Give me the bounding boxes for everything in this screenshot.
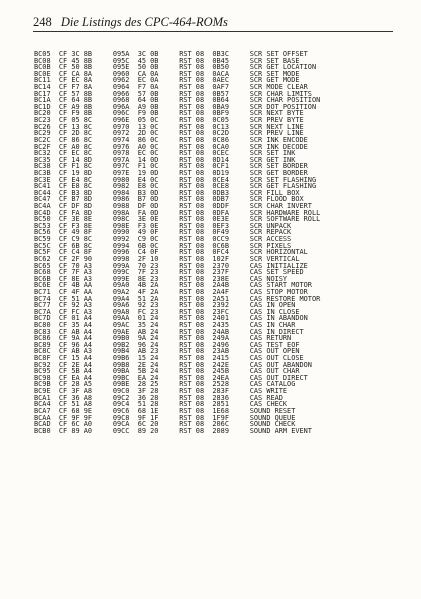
listing-row: BC86 CF 9A A4 09B0 9A 24 RST 08 249A CAS RETURN: [34, 334, 292, 343]
listing-row: BC50 CF 3E 8E 098C 3E 0E RST 08 0E3E SCR SOFTWARE ROLL: [34, 215, 321, 224]
listing-row: BC1A CF 64 8B 0968 64 0B RST 08 0B64 SCR CHAR POSITION: [34, 96, 321, 105]
listing-row: BC56 CF 49 8F 0990 49 0F RST 08 0F49 SCR REPACK: [34, 228, 292, 237]
listing-row: BC71 CF 4F AA 09A2 4F 2A RST 08 2A4F CAS STOP MOTOR: [34, 287, 308, 296]
listing-row: BC11 CF EC 8A 0962 EC 0A RST 08 0AEC SCR GET MODE: [34, 76, 300, 85]
listing-row: BC89 CF 96 A4 09B2 96 24 RST 08 2496 CAS TEST EOF: [34, 340, 300, 349]
page-number: 248: [33, 15, 52, 29]
listing-row: BC14 CF F7 8A 0964 F7 0A RST 08 0AF7 SCR MODE CLEAR: [34, 83, 308, 92]
listing-row: BC9E CF 3F A8 09C0 3F 28 RST 08 283F CAS WRITE: [34, 387, 288, 396]
listing-row: BC3E CF E4 8C 0980 E4 0C RST 08 0CE4 SCR SET FLASHING: [34, 175, 317, 184]
listing-row: BCB0 CF 89 A0 09CC 89 20 RST 08 2089 SOUND ARM EVENT: [34, 426, 312, 435]
listing-row: BC32 CF EC 8C 0978 EC 0C RST 08 0CEC SCR SET INK: [34, 149, 296, 158]
listing-row: BC98 CF EA A4 09BC EA 24 RST 08 24EA CAS OUT DIRECT: [34, 373, 308, 382]
listing-row: BC1D CF A9 8B 096A A9 0B RST 08 0BA9 SCR DOT POSITION: [34, 102, 317, 111]
listing-row: BC5F CF C4 8F 0996 C4 0F RST 08 0FC4 SCR HORIZONTAL: [34, 248, 308, 257]
listing-row: BC20 CF F9 8B 096C F9 0B RST 08 0BF9 SCR NEXT BYTE: [34, 109, 304, 118]
listing-row: BC95 CF 5B A4 09BA 5B 24 RST 08 245B CAS OUT CHAR: [34, 367, 300, 376]
listing-row: BC7A CF FC A3 09A8 FC 23 RST 08 23FC CAS IN CLOSE: [34, 307, 300, 316]
listing-row: BCAA CF 9F 9F 09C8 9F 1F RST 08 1F9F SOUND QUEUE: [34, 413, 296, 422]
listing-row: BC05 CF 3C 8B 095A 3C 0B RST 08 0B3C SCR SET OFFSET: [34, 50, 308, 58]
listing-row: BC2C CF 86 8C 0974 86 0C RST 08 0C86 SCR INK ENCODE: [34, 135, 308, 144]
listing-row: BC59 CF C9 8C 0992 C9 0C RST 08 0CC9 SCR ACCESS: [34, 235, 292, 244]
listing-row: BC74 CF 51 AA 09A4 51 2A RST 08 2A51 CAS RESTORE MOTOR: [34, 294, 321, 303]
listing-row: BC83 CF AB A4 09AE AB 24 RST 08 24AB CAS IN DIRECT: [34, 327, 304, 336]
listing-row: BCA7 CF 68 9E 09C6 68 1E RST 08 1E68 SOUND RESET: [34, 406, 296, 415]
listing-row: BC7D CF 01 A4 09AA 01 24 RST 08 2401 CAS IN ABANDON: [34, 314, 308, 323]
listing-row: BC3B CF 19 8D 097E 19 0D RST 08 0D19 SCR GET BORDER: [34, 168, 308, 177]
listing-row: BC29 CF 2D 8C 0972 2D 0C RST 08 0C2D SCR PREV LINE: [34, 129, 304, 138]
listing-row: BC0E CF CA 8A 0960 CA 0A RST 08 0ACA SCR SET MODE: [34, 69, 300, 78]
listing-row: BC35 CF 14 8D 097A 14 0D RST 08 0D14 SCR GET INK: [34, 155, 296, 164]
listing-row: BC80 CF 35 A4 09AC 35 24 RST 08 2435 CAS IN CHAR: [34, 320, 296, 329]
listing-row: BC8C CF AB A3 09B4 AB 23 RST 08 23AB CAS OUT OPEN: [34, 347, 300, 356]
rom-listing: [34, 51, 320, 434]
listing-row: BC6B CF 8E A3 099E 8E 23 RST 08 238E CAS NOISY: [34, 274, 288, 283]
listing-row: BC4A CF DF 8D 0988 DF 0D RST 08 0DDF SCR CHAR INVERT: [34, 202, 312, 211]
listing-row: BC6E CF 4B AA 09A0 4B 2A RST 08 2A4B CAS START MOTOR: [34, 281, 312, 290]
listing-row: BC4D CF FA 8D 098A FA 0D RST 08 0DFA SCR HARDWARE ROLL: [34, 208, 321, 217]
listing-row: BC44 CF B3 8D 0984 B3 0D RST 08 0DB3 SCR FILL BOX: [34, 188, 300, 197]
listing-row: BC9B CF 28 A5 09BE 28 25 RST 08 2528 CAS CATALOG: [34, 380, 296, 389]
listing-row: BC17 CF 57 8B 0966 57 0B RST 08 0B57 SCR CHAR LIMITS: [34, 89, 312, 98]
listing-row: BC53 CF F3 8E 098E F3 0E RST 08 0EF3 SCR UNPACK: [34, 221, 292, 230]
listing-row: BC41 CF E8 8C 0982 E8 0C RST 08 0CE8 SCR GET FLASHING: [34, 182, 317, 191]
listing-row: BC77 CF 92 A3 09A6 92 23 RST 08 2392 CAS IN OPEN: [34, 301, 296, 310]
listing-row: BC8F CF 15 A4 09B6 15 24 RST 08 2415 CAS OUT CLOSE: [34, 354, 304, 363]
listing-row: BCAD CF 6C A0 09CA 6C 20 RST 08 206C SOUND CHECK: [34, 420, 296, 429]
listing-row: BC26 CF 13 8C 0970 13 0C RST 08 0C13 SCR NEXT LINE: [34, 122, 304, 131]
listing-row: BC5C CF 6B 8C 0994 6B 0C RST 08 0C6B SCR PIXELS: [34, 241, 292, 250]
listing-row: BC68 CF 7F A3 099C 7F 23 RST 08 237F CAS SET SPEED: [34, 268, 304, 277]
listing-row: BC0B CF 50 8B 095E 50 0B RST 08 0B50 SCR GET LOCATION: [34, 63, 317, 72]
listing-row: BC38 CF F1 8C 097C F1 0C RST 08 0CF1 SCR SET BORDER: [34, 162, 308, 171]
listing-row: BC23 CF 05 8C 096E 05 0C RST 08 0C05 SCR PREV BYTE: [34, 116, 304, 125]
listing-row: BCA4 CF 51 A8 09C4 51 28 RST 08 2851 CAS CHECK: [34, 400, 288, 409]
listing-row: BC47 CF B7 8D 0986 B7 0D RST 08 0DB7 SCR FLOOD BOX: [34, 195, 304, 204]
page-header: [33, 15, 393, 32]
listing-row: BC65 CF 70 A3 099A 70 23 RST 08 2370 CAS INITIALIZE: [34, 261, 308, 270]
running-title: Die Listings des CPC-464-ROMs: [60, 15, 228, 29]
listing-row: BC08 CF 45 8B 095C 45 0B RST 08 0B45 SCR SET BASE: [34, 56, 300, 65]
listing-row: BC62 CF 2F 90 0998 2F 10 RST 08 102F SCR VERTICAL: [34, 254, 300, 263]
listing-row: BC2F CF A0 8C 0976 A0 0C RST 08 0CA0 SCR INK DECODE: [34, 142, 308, 151]
listing-row: BCA1 CF 36 A8 09C2 36 28 RST 08 2836 CAS READ: [34, 393, 283, 402]
listing-row: BC92 CF 2E A4 09B8 2E 24 RST 08 242E CAS OUT ABANDON: [34, 360, 312, 369]
